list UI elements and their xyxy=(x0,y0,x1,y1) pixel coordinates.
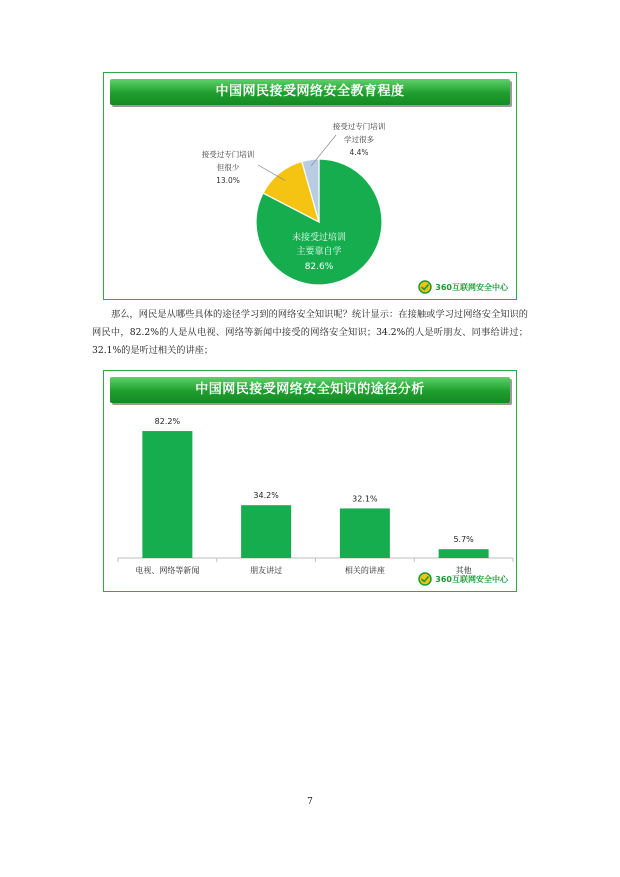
bar-chart-panel xyxy=(103,370,517,592)
logo xyxy=(418,572,508,586)
bar-value-label: 5.7% xyxy=(453,535,474,545)
bar-value-label: 32.1% xyxy=(352,494,378,504)
logo-text: 360互联网安全中心 xyxy=(435,574,508,584)
paragraph-text: 那么，网民是从哪些具体的途径学习到的网络安全知识呢？统计显示：在接触或学习过网络安全知识的网民中，82.2%的人是从电视、网络等新闻中接受的网络安全知识；34.2%的人是听朋友、同事给讲过；32.1%的是听过相关的讲座； xyxy=(92,309,528,356)
pie-slice-label: 未接受过培训 xyxy=(291,233,347,243)
x-tick-label: 相关的讲座 xyxy=(344,566,385,575)
pie-slice-label: 但很少 xyxy=(216,163,240,172)
pie-slice-label: 主要靠自学 xyxy=(296,247,342,257)
pie-slice-label: 接受过专门培训 xyxy=(201,150,255,159)
bar-value-label: 82.2% xyxy=(154,417,181,427)
x-tick-label: 电视、网络等新闻 xyxy=(135,566,200,575)
360-logo-icon xyxy=(418,280,432,294)
bar-chart-title: 中国网民接受网络安全知识的途径分析 xyxy=(195,382,425,397)
360-logo-icon xyxy=(418,572,432,586)
page-number: 7 xyxy=(307,797,313,807)
pie-slice-value-label: 13.0% xyxy=(216,176,240,185)
bar-0 xyxy=(142,431,192,558)
logo-text: 360互联网安全中心 xyxy=(435,282,508,292)
bar-1 xyxy=(241,505,291,558)
bar-chart-svg xyxy=(104,371,515,590)
pie-slice-label: 学过很多 xyxy=(344,135,374,144)
pie-slice-value-label: 82.6% xyxy=(304,262,334,272)
pie-chart-svg xyxy=(104,73,515,298)
x-tick-label: 朋友讲过 xyxy=(250,566,283,575)
pie-chart-title: 中国网民接受网络安全教育程度 xyxy=(215,84,405,99)
bar-value-label: 34.2% xyxy=(253,491,279,501)
body-paragraph xyxy=(92,306,528,360)
pie-slice-value-label: 4.4% xyxy=(349,148,369,157)
bar-2 xyxy=(340,508,390,558)
logo xyxy=(418,280,508,294)
pie-chart-panel xyxy=(103,72,517,300)
bar-3 xyxy=(439,549,489,558)
pie-slice-label: 接受过专门培训 xyxy=(332,122,386,131)
x-tick-label: 其他 xyxy=(455,566,472,575)
